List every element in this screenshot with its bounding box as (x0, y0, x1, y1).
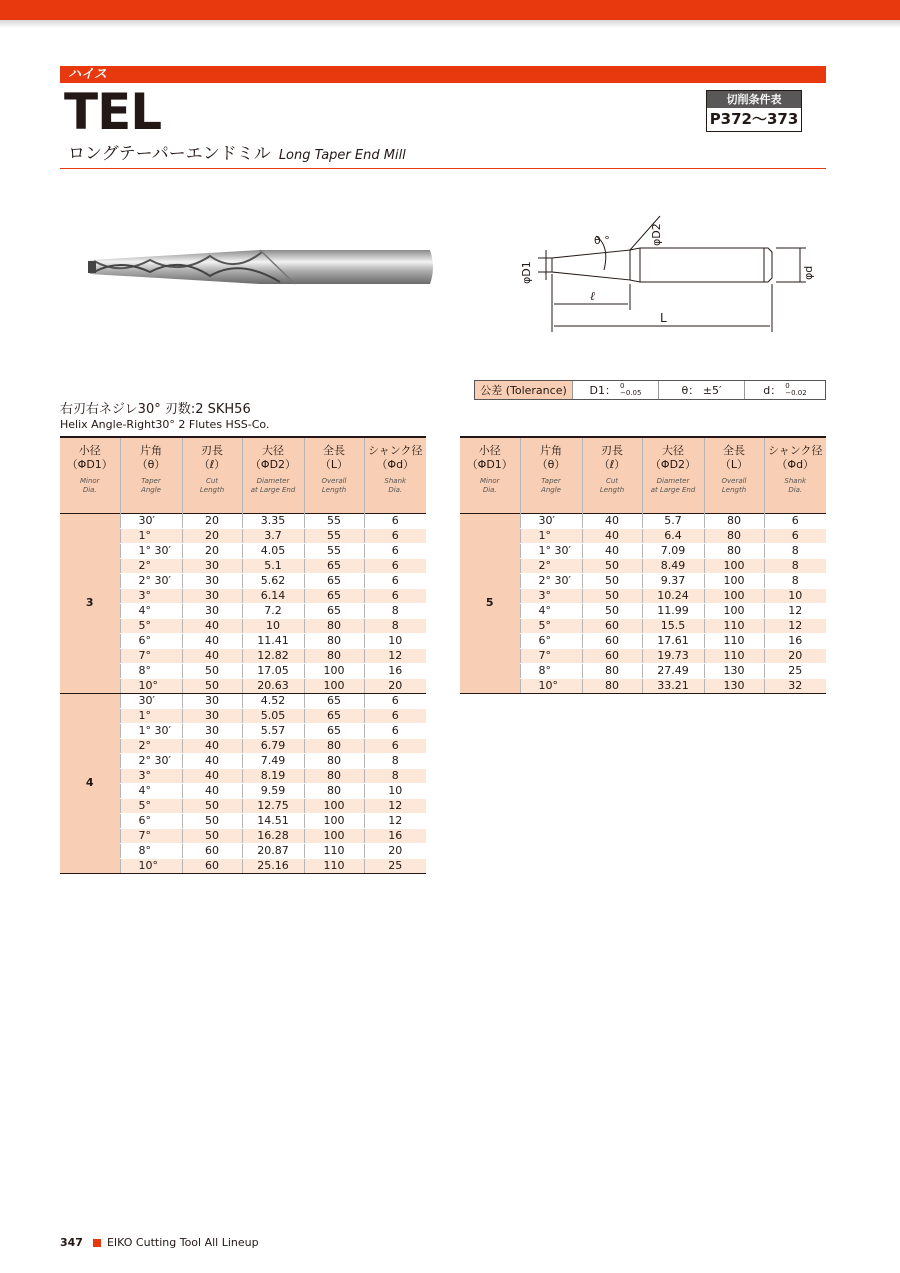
tool-photo (80, 232, 440, 302)
column-header-jp: 大径 (262, 444, 284, 457)
column-header (60, 437, 120, 513)
table-cell: 16 (764, 633, 826, 648)
table-cell: 14.51 (242, 813, 304, 828)
table-cell: 1° 30′ (520, 543, 582, 558)
table-cell: 40 (182, 633, 242, 648)
column-header-en2: Dia. (482, 486, 497, 494)
table-cell: 3° (120, 588, 182, 603)
column-header-paren: （Φd） (376, 458, 415, 471)
table-cell: 30 (182, 573, 242, 588)
column-header-jp: 小径 (78, 444, 101, 457)
table-cell: 6.4 (642, 528, 704, 543)
column-header-en2: Angle (541, 486, 561, 494)
table-cell: 8 (764, 573, 826, 588)
table-cell: 3° (520, 588, 582, 603)
table-cell: 4° (520, 603, 582, 618)
column-header-paren: （ΦD2） (649, 458, 697, 471)
spec-jp: 右刃右ネジレ30° 刃数:2 SKH56 (60, 402, 251, 417)
table-cell: 40 (182, 738, 242, 753)
column-header-jp: シャンク径 (367, 444, 423, 457)
column-header-paren: （θ） (536, 458, 566, 471)
table-cell: 6 (364, 543, 426, 558)
minor-diameter-cell: 4 (60, 693, 120, 873)
table-cell: 80 (582, 678, 642, 693)
table-cell: 100 (704, 588, 764, 603)
table-cell: 8 (364, 753, 426, 768)
column-header-en2: Length (199, 486, 225, 494)
table-cell: 9.37 (642, 573, 704, 588)
table-cell: 2° (120, 738, 182, 753)
table-cell: 8° (120, 843, 182, 858)
table-cell: 1° (520, 528, 582, 543)
d-label: φd (802, 265, 815, 280)
column-header-en1: Diameter (256, 477, 290, 485)
table-cell: 25.16 (242, 858, 304, 873)
subtitle-divider (60, 168, 826, 169)
column-header (182, 437, 242, 513)
table-cell: 8° (120, 663, 182, 678)
table-cell: 3° (120, 768, 182, 783)
table-cell: 20 (182, 513, 242, 528)
column-header-paren: （L） (719, 458, 749, 471)
table-cell: 12 (364, 648, 426, 663)
table-cell: 16 (364, 663, 426, 678)
table-cell: 30 (182, 693, 242, 708)
table-cell: 12.82 (242, 648, 304, 663)
table-cell: 19.73 (642, 648, 704, 663)
column-header-en2: Length (321, 486, 347, 494)
table-cell: 80 (704, 543, 764, 558)
table-cell: 110 (704, 648, 764, 663)
table-cell: 110 (704, 618, 764, 633)
table-cell: 100 (304, 663, 364, 678)
table-cell: 6° (520, 633, 582, 648)
column-header-en1: Overall (321, 477, 347, 485)
table-cell: 110 (304, 858, 364, 873)
table-cell: 60 (182, 858, 242, 873)
table-cell: 16.28 (242, 828, 304, 843)
column-header-en1: Shank (784, 477, 807, 485)
table-cell: 12 (764, 618, 826, 633)
column-header (764, 437, 826, 513)
table-cell: 100 (704, 573, 764, 588)
column-header (242, 437, 304, 513)
table-cell: 50 (582, 588, 642, 603)
column-header-en1: Cut (605, 477, 619, 485)
table-cell: 10 (364, 783, 426, 798)
table-cell: 50 (582, 558, 642, 573)
column-header (704, 437, 764, 513)
table-cell: 25 (764, 663, 826, 678)
table-cell: 8 (364, 618, 426, 633)
table-cell: 60 (182, 843, 242, 858)
category-label: ハイス (68, 67, 107, 82)
column-header-en2: Dia. (788, 486, 803, 494)
table-cell: 80 (304, 633, 364, 648)
table-cell: 55 (304, 543, 364, 558)
table-cell: 55 (304, 528, 364, 543)
tolerance-d1: D1： 0 −0.05 (573, 381, 659, 399)
table-cell: 50 (182, 663, 242, 678)
cutting-conditions-reference[interactable] (706, 90, 802, 132)
table-cell: 100 (704, 558, 764, 573)
table-cell: 6.14 (242, 588, 304, 603)
table-cell: 3.7 (242, 528, 304, 543)
column-header-en2: Dia. (82, 486, 97, 494)
column-header-jp: 全長 (323, 444, 345, 457)
table-cell: 7° (120, 648, 182, 663)
table-cell: 2° 30′ (120, 753, 182, 768)
table-cell: 2° (520, 558, 582, 573)
table-cell: 80 (704, 513, 764, 528)
table-cell: 80 (304, 768, 364, 783)
minor-diameter-cell: 5 (460, 513, 520, 693)
table-cell: 30′ (520, 513, 582, 528)
table-cell: 6 (364, 528, 426, 543)
column-header-en2: at Large End (250, 486, 296, 494)
column-header-en2: Length (721, 486, 747, 494)
table-cell: 11.99 (642, 603, 704, 618)
table-cell: 2° (120, 558, 182, 573)
column-header-paren: （ΦD2） (249, 458, 297, 471)
column-header-en1: Cut (205, 477, 219, 485)
table-cell: 6 (364, 708, 426, 723)
table-row (60, 693, 426, 708)
table-cell: 20.87 (242, 843, 304, 858)
table-cell: 10° (520, 678, 582, 693)
table-cell: 80 (304, 753, 364, 768)
table-cell: 50 (582, 573, 642, 588)
table-cell: 80 (582, 663, 642, 678)
table-header (60, 437, 426, 513)
table-cell: 6 (364, 513, 426, 528)
column-header (642, 437, 704, 513)
table-cell: 15.5 (642, 618, 704, 633)
column-header (460, 437, 520, 513)
column-header-en1: Overall (721, 477, 747, 485)
minor-diameter-cell: 3 (60, 513, 120, 693)
column-header-jp: 小径 (478, 444, 501, 457)
table-cell: 55 (304, 513, 364, 528)
table-row (460, 513, 826, 528)
table-cell: 17.61 (642, 633, 704, 648)
table-cell: 20 (182, 543, 242, 558)
table-cell: 8 (764, 558, 826, 573)
table-cell: 40 (182, 768, 242, 783)
table-cell: 60 (582, 648, 642, 663)
table-cell: 27.49 (642, 663, 704, 678)
d1-label: φD1 (520, 261, 533, 284)
table-cell: 30 (182, 723, 242, 738)
column-header-jp: 片角 (140, 444, 162, 457)
reference-pages: P372～373 (709, 110, 799, 128)
table-cell: 12 (364, 798, 426, 813)
column-header (304, 437, 364, 513)
table-cell: 130 (704, 678, 764, 693)
column-header-en1: Taper (541, 477, 561, 485)
table-cell: 65 (304, 588, 364, 603)
column-header (582, 437, 642, 513)
column-header (520, 437, 582, 513)
table-cell: 40 (182, 648, 242, 663)
table-cell: 7.49 (242, 753, 304, 768)
table-cell: 7° (120, 828, 182, 843)
footer-text: EIKO Cutting Tool All Lineup (106, 1236, 259, 1249)
table-cell: 11.41 (242, 633, 304, 648)
column-header-en2: Angle (141, 486, 161, 494)
table-cell: 10 (242, 618, 304, 633)
theta-label: θ ° (594, 234, 610, 247)
column-header-en1: Diameter (656, 477, 690, 485)
table-cell: 30′ (120, 513, 182, 528)
table-cell: 100 (304, 678, 364, 693)
table-cell: 40 (182, 618, 242, 633)
table-cell: 5.57 (242, 723, 304, 738)
table-cell: 12 (364, 813, 426, 828)
table-cell: 100 (304, 828, 364, 843)
column-header-en2: Length (599, 486, 625, 494)
table-cell: 20 (364, 678, 426, 693)
table-cell: 65 (304, 558, 364, 573)
column-header-en1: Minor (479, 477, 500, 485)
table-cell: 6 (364, 573, 426, 588)
table-cell: 30′ (120, 693, 182, 708)
column-header-en1: Taper (141, 477, 161, 485)
size-table-right (460, 436, 826, 694)
table-cell: 6° (120, 813, 182, 828)
tolerance-d: d： 0 −0.02 (763, 382, 807, 397)
table-cell: 130 (704, 663, 764, 678)
table-cell: 1° 30′ (120, 543, 182, 558)
table-cell: 40 (182, 753, 242, 768)
table-cell: 33.21 (642, 678, 704, 693)
table-cell: 2° 30′ (120, 573, 182, 588)
table-cell: 9.59 (242, 783, 304, 798)
table-cell: 7.09 (642, 543, 704, 558)
table-cell: 65 (304, 723, 364, 738)
table-cell: 20 (364, 843, 426, 858)
table-cell: 12.75 (242, 798, 304, 813)
table-cell: 5.62 (242, 573, 304, 588)
column-header-en1: Shank (384, 477, 407, 485)
table-cell: 6 (364, 588, 426, 603)
table-cell: 6° (120, 633, 182, 648)
table-cell: 65 (304, 573, 364, 588)
table-cell: 40 (582, 528, 642, 543)
table-cell: 10° (120, 678, 182, 693)
column-header-jp: 全長 (723, 444, 745, 457)
top-color-band (0, 0, 900, 20)
table-cell: 32 (764, 678, 826, 693)
table-cell: 110 (304, 843, 364, 858)
table-cell: 80 (304, 783, 364, 798)
table-cell: 10° (120, 858, 182, 873)
table-cell: 30 (182, 588, 242, 603)
category-band (60, 66, 826, 83)
table-cell: 17.05 (242, 663, 304, 678)
column-header (364, 437, 426, 513)
table-cell: 5° (520, 618, 582, 633)
subtitle-jp: ロングテーパーエンドミル (68, 144, 271, 164)
column-header-paren: （θ） (136, 458, 166, 471)
table-cell: 4° (120, 603, 182, 618)
column-header-en2: at Large End (650, 486, 696, 494)
table-cell: 100 (304, 813, 364, 828)
table-cell: 50 (182, 828, 242, 843)
d2-label: φD2 (650, 223, 663, 246)
table-cell: 10.24 (642, 588, 704, 603)
table-cell: 40 (182, 783, 242, 798)
footer-square-icon (93, 1239, 101, 1247)
table-cell: 2° 30′ (520, 573, 582, 588)
table-cell: 5° (120, 618, 182, 633)
column-header-jp: 大径 (662, 444, 684, 457)
table-cell: 4.05 (242, 543, 304, 558)
table-cell: 12 (764, 603, 826, 618)
table-cell: 30 (182, 558, 242, 573)
spec-en: Helix Angle-Right30° 2 Flutes HSS-Co. (60, 418, 270, 431)
table-cell: 50 (182, 798, 242, 813)
table-cell: 20 (764, 648, 826, 663)
table-cell: 6 (364, 558, 426, 573)
table-cell: 50 (182, 813, 242, 828)
tolerance-label: 公差 (Tolerance) (475, 381, 573, 399)
size-table-left (60, 436, 426, 874)
table-cell: 60 (582, 633, 642, 648)
column-header-paren: （Φd） (776, 458, 815, 471)
table-cell: 1° (120, 528, 182, 543)
column-header-jp: 刃長 (201, 444, 223, 457)
table-cell: 7.2 (242, 603, 304, 618)
table-cell: 6 (364, 693, 426, 708)
table-cell: 5° (120, 798, 182, 813)
table-row (60, 513, 426, 528)
column-header-paren: （ΦD1） (466, 458, 513, 471)
table-cell: 80 (704, 528, 764, 543)
table-cell: 1° (120, 708, 182, 723)
table-cell: 50 (182, 678, 242, 693)
table-cell: 40 (582, 543, 642, 558)
column-header-paren: （ℓ） (598, 458, 626, 471)
table-cell: 65 (304, 603, 364, 618)
table-cell: 80 (304, 618, 364, 633)
table-header (460, 437, 826, 513)
table-cell: 8 (364, 603, 426, 618)
table-cell: 6.79 (242, 738, 304, 753)
tolerance-box (474, 380, 826, 400)
table-cell: 40 (582, 513, 642, 528)
table-cell: 1° 30′ (120, 723, 182, 738)
table-cell: 110 (704, 633, 764, 648)
table-cell: 6 (764, 528, 826, 543)
table-cell: 80 (304, 738, 364, 753)
table-cell: 30 (182, 708, 242, 723)
table-cell: 7° (520, 648, 582, 663)
product-title: TEL (64, 83, 162, 141)
column-header-jp: シャンク径 (767, 444, 823, 457)
table-cell: 4.52 (242, 693, 304, 708)
table-cell: 3.35 (242, 513, 304, 528)
table-cell: 8 (364, 768, 426, 783)
column-header-en2: Dia. (388, 486, 403, 494)
table-cell: 6 (764, 513, 826, 528)
table-cell: 6 (364, 723, 426, 738)
overall-length-label: L (660, 311, 667, 325)
table-cell: 65 (304, 708, 364, 723)
table-cell: 10 (764, 588, 826, 603)
table-cell: 50 (582, 603, 642, 618)
table-cell: 6 (364, 738, 426, 753)
column-header-paren: （ℓ） (198, 458, 226, 471)
table-cell: 8 (764, 543, 826, 558)
table-cell: 5.05 (242, 708, 304, 723)
table-cell: 100 (304, 798, 364, 813)
table-cell: 5.7 (642, 513, 704, 528)
table-cell: 5.1 (242, 558, 304, 573)
table-cell: 65 (304, 693, 364, 708)
table-cell: 60 (582, 618, 642, 633)
subtitle-en: Long Taper End Mill (278, 148, 406, 163)
tolerance-theta: θ： ±5′ (659, 381, 745, 399)
table-cell: 8° (520, 663, 582, 678)
column-header-en1: Minor (79, 477, 100, 485)
table-cell: 100 (704, 603, 764, 618)
table-cell: 8.49 (642, 558, 704, 573)
table-cell: 80 (304, 648, 364, 663)
page-number: 347 (60, 1236, 83, 1249)
column-header (120, 437, 182, 513)
table-cell: 8.19 (242, 768, 304, 783)
table-cell: 30 (182, 603, 242, 618)
column-header-jp: 刃長 (601, 444, 623, 457)
column-header-jp: 片角 (540, 444, 562, 457)
column-header-paren: （ΦD1） (66, 458, 113, 471)
table-cell: 10 (364, 633, 426, 648)
table-cell: 16 (364, 828, 426, 843)
table-cell: 4° (120, 783, 182, 798)
technical-diagram (510, 200, 820, 340)
cut-length-label: ℓ (590, 289, 595, 303)
reference-label: 切削条件表 (707, 91, 801, 108)
table-cell: 20 (182, 528, 242, 543)
table-cell: 25 (364, 858, 426, 873)
page-footer (60, 1236, 259, 1250)
product-subtitle (68, 143, 406, 167)
column-header-paren: （L） (319, 458, 349, 471)
table-cell: 20.63 (242, 678, 304, 693)
